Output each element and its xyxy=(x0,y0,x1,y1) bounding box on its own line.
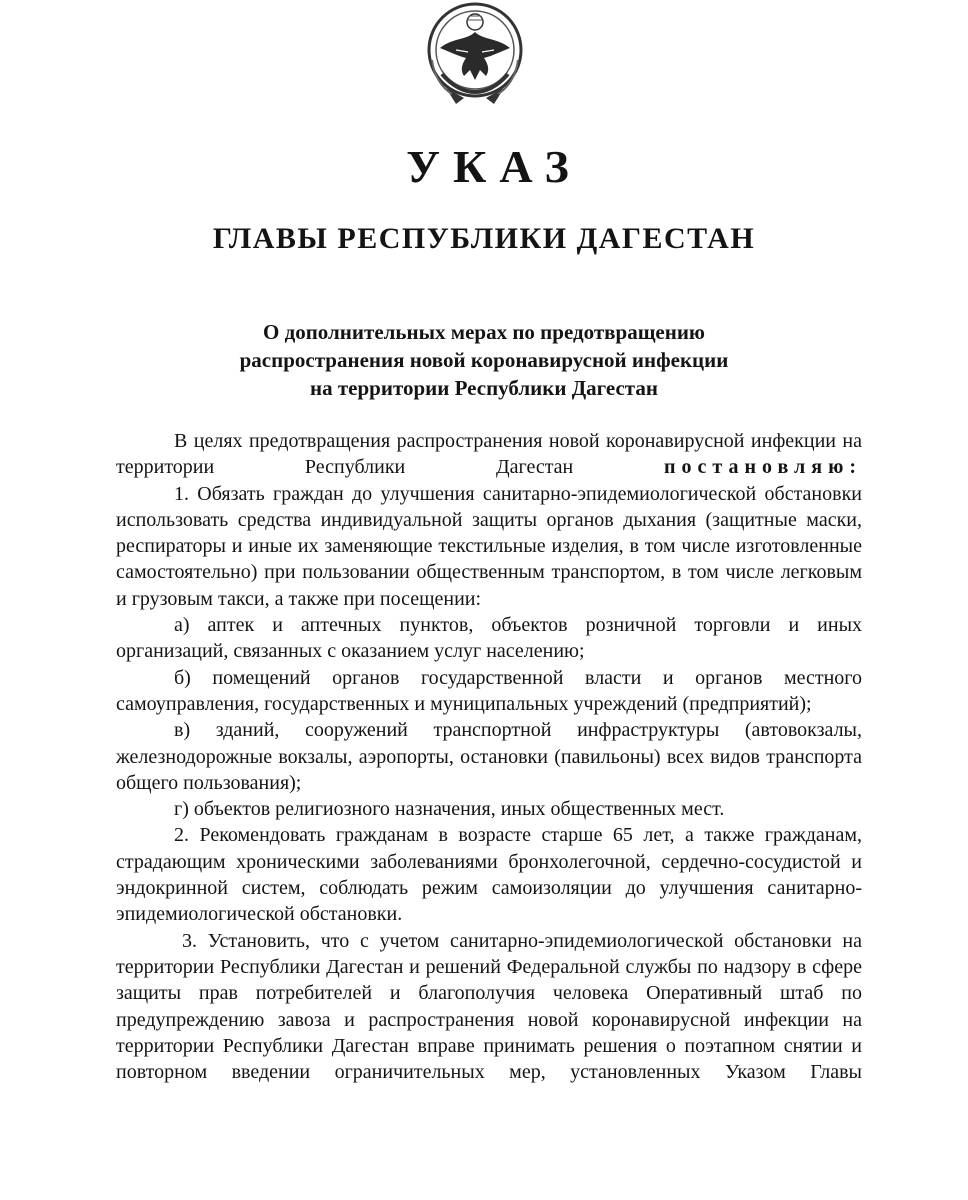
paragraph-1: 1. Обязать граждан до улучшения санитарно-эпидемиологической обстановки использовать средства индивидуальной защиты органов дыхания (защитные маски, респираторы и иные их заменяющие текстильные изделия, в том числе изготовленные самостоятельно) при пользовании общественным транспортом, в том числе легковым и грузовым такси, а также при посещении: xyxy=(116,482,862,610)
heading-line: О дополнительных мерах по предотвращению xyxy=(263,320,705,344)
item-g: г) объектов религиозного назначения, иных общественных мест. xyxy=(174,798,725,821)
decree-keyword: постановляю: xyxy=(664,456,863,479)
document-body xyxy=(116,428,862,1085)
heading-line: на территории Республики Дагестан xyxy=(310,376,658,400)
item-v: в) зданий, сооружений транспортной инфраструктуры (автовокзалы, железнодорожные вокзалы, аэропорты, остановки (павильоны) всех видов транспорта общего пользования); xyxy=(116,719,862,794)
item-a: а) аптек и аптечных пунктов, объектов розничной торговли и иных организаций, связанных с оказанием услуг населению; xyxy=(116,614,862,663)
heading-line: распространения новой коронавирусной инфекции xyxy=(239,348,729,372)
paragraph-2: 2. Рекомендовать гражданам в возрасте старше 65 лет, а также гражданам, страдающим хроническими заболеваниями бронхолегочной, сердечно-сосудистой и эндокринной систем, соблюдать режим самоизоляции до улучшения санитарно-эпидемиологической обстановки. xyxy=(116,824,862,926)
document-subtitle: ГЛАВЫ РЕСПУБЛИКИ ДАГЕСТАН xyxy=(212,222,756,255)
document-title: УКАЗ xyxy=(406,141,582,192)
paragraph-3: 3. Установить, что с учетом санитарно-эпидемиологической обстановки на территории Республики Дагестан и решений Федеральной службы по надзору в сфере защиты прав потребителей и благополучия человека Оперативный штаб по предупреждению завоза и распространения новой коронавирусной инфекции на территории Республики Дагестан вправе принимать решения о поэтапном снятии и повторном введении ограничительных мер, установленных Указом Главы xyxy=(116,929,862,1084)
intro-text: В целях предотвращения распространения новой коронавирусной инфекции на территории Республики Дагестан xyxy=(116,430,862,479)
document-heading xyxy=(0,318,968,402)
intro-paragraph xyxy=(116,428,862,481)
item-b: б) помещений органов государственной власти и органов местного самоуправления, государственных и муниципальных учреждений (предприятий); xyxy=(116,666,862,715)
coat-of-arms-emblem xyxy=(412,0,538,112)
